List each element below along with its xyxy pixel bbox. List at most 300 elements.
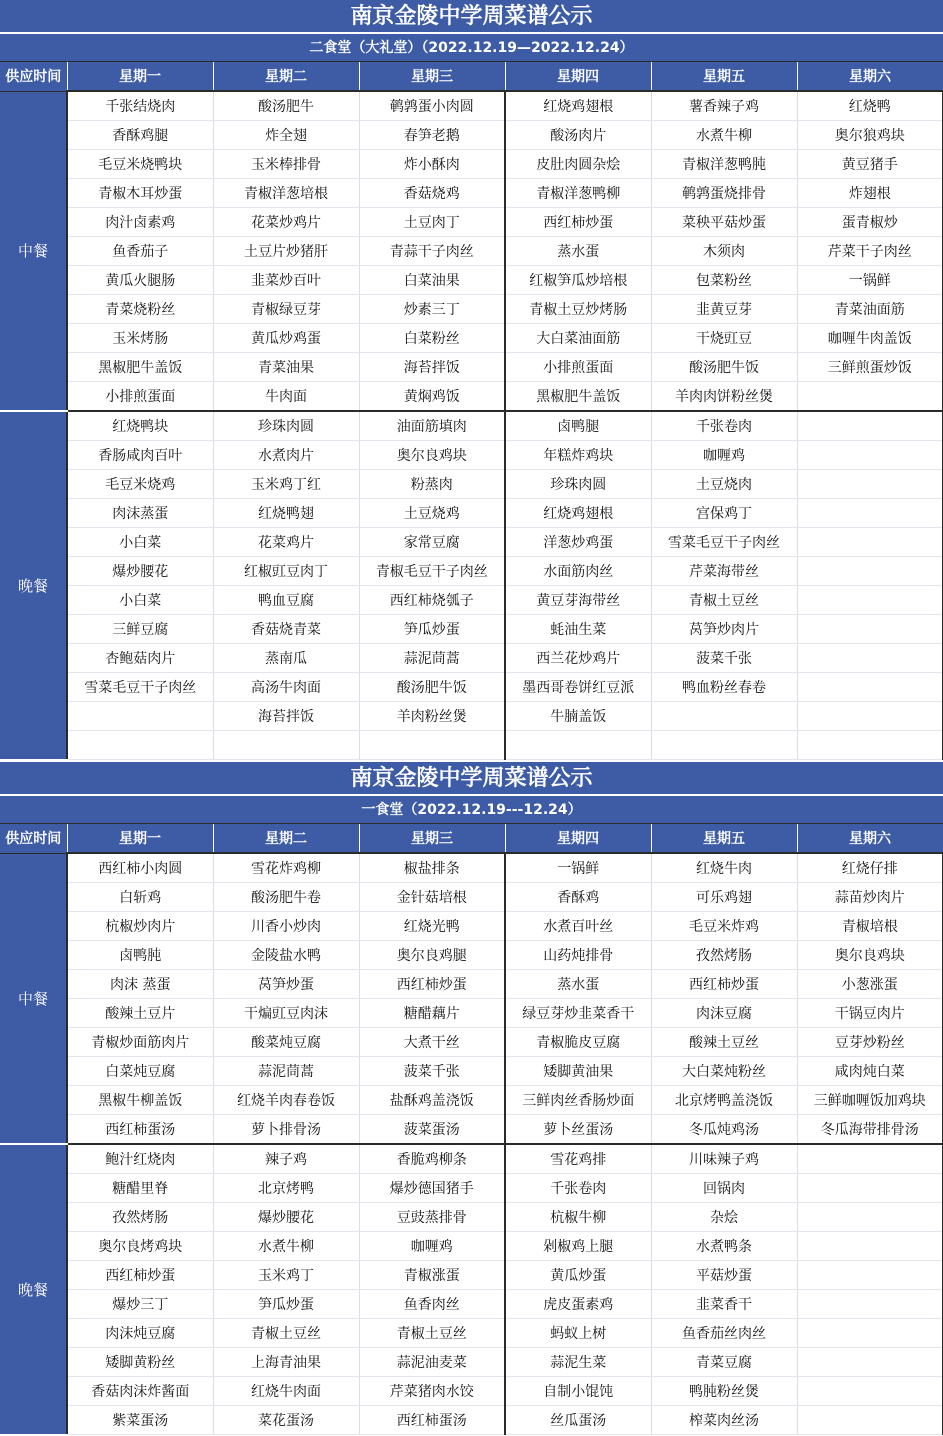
table-row — [0, 1057, 943, 1086]
dish-cell: 冬瓜炖鸡汤 — [651, 1115, 797, 1145]
dish-cell: 雪花炸鸡柳 — [213, 853, 359, 883]
dish-cell: 红烧羊肉春卷饭 — [213, 1086, 359, 1115]
dish-cell: 红椒笋瓜炒培根 — [505, 266, 651, 295]
dish-cell: 莴笋炒肉片 — [651, 615, 797, 644]
dish-cell: 红烧光鸭 — [359, 912, 505, 941]
dish-cell: 毛豆米炸鸡 — [651, 912, 797, 941]
dish-cell: 黑椒肥牛盖饭 — [67, 353, 213, 382]
dish-cell: 红烧鸭块 — [67, 411, 213, 441]
dish-cell: 皮肚肉圆杂烩 — [505, 150, 651, 179]
dish-cell: 毛豆米烧鸡 — [67, 470, 213, 499]
dish-cell: 红烧鸭翅 — [213, 499, 359, 528]
dish-cell — [797, 441, 943, 470]
dish-cell: 土豆烧鸡 — [359, 499, 505, 528]
day-header: 星期六 — [797, 824, 943, 853]
dish-cell: 蒸南瓜 — [213, 644, 359, 673]
menu-title: 南京金陵中学周菜谱公示 — [0, 0, 943, 34]
table-row — [0, 295, 943, 324]
dish-cell: 平菇炒蛋 — [651, 1261, 797, 1290]
dish-cell — [67, 702, 213, 731]
dish-cell: 爆炒腰花 — [67, 557, 213, 586]
dish-cell: 西红柿蛋汤 — [359, 1406, 505, 1435]
dish-cell: 西红柿炒蛋 — [651, 970, 797, 999]
dish-cell: 可乐鸡翅 — [651, 883, 797, 912]
dish-cell: 高汤牛肉面 — [213, 673, 359, 702]
table-row — [0, 1086, 943, 1115]
dish-cell: 川香小炒肉 — [213, 912, 359, 941]
dish-cell: 酸汤肥牛卷 — [213, 883, 359, 912]
dish-cell: 牛肉面 — [213, 382, 359, 412]
dish-cell: 奥尔良鸡块 — [797, 941, 943, 970]
dish-cell: 家常豆腐 — [359, 528, 505, 557]
dish-cell: 酸菜炖豆腐 — [213, 1028, 359, 1057]
dish-cell — [797, 586, 943, 615]
dish-cell: 春笋老鹅 — [359, 121, 505, 150]
dish-cell: 卤鸭腿 — [505, 411, 651, 441]
table-row — [0, 941, 943, 970]
dish-cell: 洋葱炒鸡蛋 — [505, 528, 651, 557]
dish-cell — [797, 1144, 943, 1174]
dish-cell: 小葱涨蛋 — [797, 970, 943, 999]
dish-cell: 卤鸭肫 — [67, 941, 213, 970]
dish-cell: 椒盐排条 — [359, 853, 505, 883]
dish-cell — [797, 644, 943, 673]
dish-cell: 红烧鸭 — [797, 91, 943, 121]
dish-cell: 香酥鸡 — [505, 883, 651, 912]
table-row — [0, 702, 943, 731]
table-row — [0, 1144, 943, 1174]
dish-cell: 毛豆米烧鸭块 — [67, 150, 213, 179]
dish-cell: 西红柿蛋汤 — [67, 1115, 213, 1145]
dish-cell — [651, 702, 797, 731]
dish-cell: 雪菜毛豆干子肉丝 — [651, 528, 797, 557]
table-row — [0, 1290, 943, 1319]
dish-cell: 菜秧平菇炒蛋 — [651, 208, 797, 237]
table-row — [0, 353, 943, 382]
dish-cell: 肉沫蒸蛋 — [67, 499, 213, 528]
dish-cell — [797, 411, 943, 441]
dish-cell: 海苔拌饭 — [359, 353, 505, 382]
table-row — [0, 970, 943, 999]
table-row — [0, 179, 943, 208]
dish-cell: 剁椒鸡上腿 — [505, 1232, 651, 1261]
dish-cell: 小白菜 — [67, 586, 213, 615]
dish-cell: 鸭肫粉丝煲 — [651, 1377, 797, 1406]
dish-cell: 杭椒炒肉片 — [67, 912, 213, 941]
dish-cell: 黄瓜炒鸡蛋 — [213, 324, 359, 353]
table-row — [0, 1174, 943, 1203]
dish-cell: 韭菜香干 — [651, 1290, 797, 1319]
dish-cell: 土豆肉丁 — [359, 208, 505, 237]
table-row — [0, 237, 943, 266]
dish-cell: 西红柿炒蛋 — [67, 1261, 213, 1290]
dish-cell: 黑椒牛柳盖饭 — [67, 1086, 213, 1115]
dish-cell: 西红柿烧瓠子 — [359, 586, 505, 615]
dish-cell: 鱼香肉丝 — [359, 1290, 505, 1319]
dish-cell: 青椒土豆丝 — [359, 1319, 505, 1348]
dish-cell: 黑椒肥牛盖饭 — [505, 382, 651, 412]
dish-cell: 红烧鸡翅根 — [505, 91, 651, 121]
dish-cell: 油面筋填肉 — [359, 411, 505, 441]
dish-cell: 青椒脆皮豆腐 — [505, 1028, 651, 1057]
table-row — [0, 1348, 943, 1377]
dish-cell: 咸肉炖白菜 — [797, 1057, 943, 1086]
dish-cell — [797, 1290, 943, 1319]
table-row — [0, 470, 943, 499]
dish-cell: 干锅豆肉片 — [797, 999, 943, 1028]
table-row — [0, 208, 943, 237]
dish-cell: 蒜苗炒肉片 — [797, 883, 943, 912]
dish-cell — [797, 1348, 943, 1377]
dish-cell: 青椒土豆炒烤肠 — [505, 295, 651, 324]
dish-cell: 蒜泥生菜 — [505, 1348, 651, 1377]
dish-cell: 韭菜炒百叶 — [213, 266, 359, 295]
day-header: 星期一 — [67, 824, 213, 853]
dish-cell: 杏鲍菇肉片 — [67, 644, 213, 673]
dish-cell: 黄瓜炒蛋 — [505, 1261, 651, 1290]
dish-cell — [797, 1406, 943, 1435]
dish-cell: 包菜粉丝 — [651, 266, 797, 295]
dish-cell — [651, 731, 797, 760]
time-header: 供应时间 — [0, 824, 67, 853]
dish-cell: 肉汁卤素鸡 — [67, 208, 213, 237]
dish-cell: 酸汤肉片 — [505, 121, 651, 150]
dish-cell: 玉米棒排骨 — [213, 150, 359, 179]
dish-cell: 花菜鸡片 — [213, 528, 359, 557]
dish-cell: 黄豆猪手 — [797, 150, 943, 179]
dish-cell — [797, 470, 943, 499]
dish-cell: 雪菜毛豆干子肉丝 — [67, 673, 213, 702]
dish-cell: 羊肉粉丝煲 — [359, 702, 505, 731]
day-header: 星期二 — [213, 824, 359, 853]
dish-cell: 水面筋肉丝 — [505, 557, 651, 586]
dish-cell: 蛋青椒炒 — [797, 208, 943, 237]
dish-cell: 芹菜猪肉水饺 — [359, 1377, 505, 1406]
dish-cell: 青椒木耳炒蛋 — [67, 179, 213, 208]
dish-cell: 三鲜煎蛋炒饭 — [797, 353, 943, 382]
dish-cell: 香肠咸肉百叶 — [67, 441, 213, 470]
dish-cell: 鹌鹑蛋小肉圆 — [359, 91, 505, 121]
dish-cell: 盐酥鸡盖浇饭 — [359, 1086, 505, 1115]
dish-cell: 菜花蛋汤 — [213, 1406, 359, 1435]
dish-cell: 青菜油果 — [213, 353, 359, 382]
dish-cell: 韭黄豆芽 — [651, 295, 797, 324]
dish-cell: 水煮鸭条 — [651, 1232, 797, 1261]
table-row — [0, 1028, 943, 1057]
dish-cell: 西兰花炒鸡片 — [505, 644, 651, 673]
dish-cell: 自制小馄饨 — [505, 1377, 651, 1406]
dish-cell — [797, 1203, 943, 1232]
dish-cell: 酸汤肥牛饭 — [359, 673, 505, 702]
table-row — [0, 883, 943, 912]
dish-cell: 黄焖鸡饭 — [359, 382, 505, 412]
dish-cell: 蚝油生菜 — [505, 615, 651, 644]
dish-cell: 笋瓜炒蛋 — [213, 1290, 359, 1319]
table-row — [0, 266, 943, 295]
dish-cell: 青椒土豆丝 — [651, 586, 797, 615]
menu-table — [0, 62, 943, 761]
dish-cell: 木须肉 — [651, 237, 797, 266]
dish-cell — [797, 1261, 943, 1290]
day-header: 星期一 — [67, 62, 213, 91]
dish-cell: 绿豆芽炒韭菜香干 — [505, 999, 651, 1028]
day-header: 星期五 — [651, 824, 797, 853]
dish-cell — [797, 673, 943, 702]
dish-cell: 丝瓜蛋汤 — [505, 1406, 651, 1435]
dish-cell: 奥尔良鸡块 — [359, 441, 505, 470]
dish-cell — [797, 1319, 943, 1348]
dish-cell: 青椒毛豆干子肉丝 — [359, 557, 505, 586]
menu-title: 南京金陵中学周菜谱公示 — [0, 762, 943, 796]
table-row — [0, 150, 943, 179]
menu-sheet-2 — [0, 762, 943, 1436]
day-header: 星期五 — [651, 62, 797, 91]
dish-cell — [797, 1174, 943, 1203]
dish-cell: 糖醋里脊 — [67, 1174, 213, 1203]
dish-cell: 紫菜蛋汤 — [67, 1406, 213, 1435]
dish-cell: 芹菜海带丝 — [651, 557, 797, 586]
dish-cell: 酸汤肥牛饭 — [651, 353, 797, 382]
table-row — [0, 411, 943, 441]
dish-cell: 香酥鸡腿 — [67, 121, 213, 150]
dish-cell: 奥尔良烤鸡块 — [67, 1232, 213, 1261]
dish-cell: 宫保鸡丁 — [651, 499, 797, 528]
dish-cell: 千张卷肉 — [651, 411, 797, 441]
menu-subtitle: 一食堂（2022.12.19---12.24） — [0, 796, 943, 824]
dish-cell: 土豆片炒猪肝 — [213, 237, 359, 266]
dish-cell: 爆炒腰花 — [213, 1203, 359, 1232]
table-row — [0, 121, 943, 150]
dish-cell: 海苔拌饭 — [213, 702, 359, 731]
dish-cell — [797, 557, 943, 586]
dish-cell: 青椒绿豆芽 — [213, 295, 359, 324]
dish-cell: 杂烩 — [651, 1203, 797, 1232]
dish-cell: 炸翅根 — [797, 179, 943, 208]
dish-cell: 红烧牛肉 — [651, 853, 797, 883]
dish-cell: 酸辣土豆丝 — [651, 1028, 797, 1057]
dish-cell: 大煮干丝 — [359, 1028, 505, 1057]
dish-cell: 菠菜千张 — [651, 644, 797, 673]
dish-cell: 孜然烤肠 — [67, 1203, 213, 1232]
dish-cell: 小白菜 — [67, 528, 213, 557]
dish-cell: 蚂蚁上树 — [505, 1319, 651, 1348]
dish-cell: 西红柿小肉圆 — [67, 853, 213, 883]
table-row — [0, 731, 943, 760]
dish-cell: 黄瓜火腿肠 — [67, 266, 213, 295]
table-row — [0, 1115, 943, 1145]
day-header: 星期六 — [797, 62, 943, 91]
dish-cell: 珍珠肉圆 — [505, 470, 651, 499]
dish-cell: 爆炒德国猪手 — [359, 1174, 505, 1203]
time-header: 供应时间 — [0, 62, 67, 91]
dish-cell: 青椒洋葱鸭肫 — [651, 150, 797, 179]
dish-cell: 孜然烤肠 — [651, 941, 797, 970]
dish-cell: 菠菜蛋汤 — [359, 1115, 505, 1145]
dish-cell: 三鲜豆腐 — [67, 615, 213, 644]
dish-cell: 鸭血粉丝春卷 — [651, 673, 797, 702]
table-row — [0, 615, 943, 644]
dish-cell: 爆炒三丁 — [67, 1290, 213, 1319]
dish-cell — [797, 1232, 943, 1261]
dish-cell: 大白菜炖粉丝 — [651, 1057, 797, 1086]
dish-cell — [213, 731, 359, 760]
dish-cell — [67, 731, 213, 760]
dish-cell: 炸全翅 — [213, 121, 359, 150]
menu-subtitle: 二食堂（大礼堂）（2022.12.19—2022.12.24） — [0, 34, 943, 62]
dish-cell: 莴笋炒蛋 — [213, 970, 359, 999]
day-header: 星期二 — [213, 62, 359, 91]
dish-cell: 年糕炸鸡块 — [505, 441, 651, 470]
header-row — [0, 62, 943, 91]
dish-cell: 鱼香茄子 — [67, 237, 213, 266]
dish-cell: 青菜烧粉丝 — [67, 295, 213, 324]
table-row — [0, 91, 943, 121]
dish-cell: 肉沫炖豆腐 — [67, 1319, 213, 1348]
table-row — [0, 586, 943, 615]
table-row — [0, 1261, 943, 1290]
dish-cell: 豆芽炒粉丝 — [797, 1028, 943, 1057]
dish-cell: 水煮百叶丝 — [505, 912, 651, 941]
dish-cell: 蒜泥油麦菜 — [359, 1348, 505, 1377]
dish-cell: 酸汤肥牛 — [213, 91, 359, 121]
dish-cell: 千张卷肉 — [505, 1174, 651, 1203]
dish-cell: 红烧仔排 — [797, 853, 943, 883]
header-row — [0, 824, 943, 853]
dish-cell: 西红柿炒蛋 — [359, 970, 505, 999]
meal-label: 晚餐 — [0, 1144, 67, 1435]
dish-cell: 肉沫豆腐 — [651, 999, 797, 1028]
dish-cell: 一锅鲜 — [505, 853, 651, 883]
dish-cell: 香菇肉沫炸酱面 — [67, 1377, 213, 1406]
dish-cell: 青菜豆腐 — [651, 1348, 797, 1377]
dish-cell: 虎皮蛋素鸡 — [505, 1290, 651, 1319]
table-row — [0, 1406, 943, 1435]
dish-cell: 三鲜咖喱饭加鸡块 — [797, 1086, 943, 1115]
dish-cell: 菠菜千张 — [359, 1057, 505, 1086]
table-row — [0, 853, 943, 883]
dish-cell: 水煮牛柳 — [213, 1232, 359, 1261]
dish-cell — [359, 731, 505, 760]
dish-cell: 金针菇培根 — [359, 883, 505, 912]
dish-cell: 玉米烤肠 — [67, 324, 213, 353]
dish-cell: 玉米鸡丁 — [213, 1261, 359, 1290]
meal-label: 晚餐 — [0, 411, 67, 760]
dish-cell: 墨西哥卷饼红豆派 — [505, 673, 651, 702]
dish-cell: 薯香辣子鸡 — [651, 91, 797, 121]
dish-cell: 冬瓜海带排骨汤 — [797, 1115, 943, 1145]
table-row — [0, 382, 943, 412]
day-header: 星期三 — [359, 824, 505, 853]
dish-cell: 川味辣子鸡 — [651, 1144, 797, 1174]
dish-cell: 青蒜干子肉丝 — [359, 237, 505, 266]
dish-cell: 上海青油果 — [213, 1348, 359, 1377]
dish-cell: 水煮牛柳 — [651, 121, 797, 150]
dish-cell: 酸辣土豆片 — [67, 999, 213, 1028]
dish-cell: 蒸水蛋 — [505, 970, 651, 999]
dish-cell: 炸小酥肉 — [359, 150, 505, 179]
dish-cell: 蒜泥茼蒿 — [213, 1057, 359, 1086]
dish-cell: 白斩鸡 — [67, 883, 213, 912]
meal-label: 中餐 — [0, 91, 67, 411]
menu-table — [0, 824, 943, 1436]
dish-cell: 白菜油果 — [359, 266, 505, 295]
dish-cell — [797, 499, 943, 528]
dish-cell: 香菇烧鸡 — [359, 179, 505, 208]
dish-cell: 青椒炒面筋肉片 — [67, 1028, 213, 1057]
dish-cell: 小排煎蛋面 — [505, 353, 651, 382]
dish-cell: 青椒涨蛋 — [359, 1261, 505, 1290]
dish-cell: 炒素三丁 — [359, 295, 505, 324]
dish-cell — [797, 702, 943, 731]
dish-cell: 土豆烧肉 — [651, 470, 797, 499]
table-row — [0, 912, 943, 941]
dish-cell: 大白菜油面筋 — [505, 324, 651, 353]
table-row — [0, 499, 943, 528]
dish-cell: 榨菜肉丝汤 — [651, 1406, 797, 1435]
dish-cell: 红烧牛肉面 — [213, 1377, 359, 1406]
dish-cell — [505, 731, 651, 760]
dish-cell: 干煸豇豆肉沫 — [213, 999, 359, 1028]
dish-cell: 一锅鲜 — [797, 266, 943, 295]
dish-cell: 珍珠肉圆 — [213, 411, 359, 441]
dish-cell: 三鲜肉丝香肠炒面 — [505, 1086, 651, 1115]
dish-cell: 奥尔良鸡腿 — [359, 941, 505, 970]
table-row — [0, 644, 943, 673]
table-row — [0, 441, 943, 470]
dish-cell: 青菜油面筋 — [797, 295, 943, 324]
dish-cell: 干烧豇豆 — [651, 324, 797, 353]
dish-cell — [797, 382, 943, 412]
table-row — [0, 673, 943, 702]
dish-cell: 鲍汁红烧肉 — [67, 1144, 213, 1174]
dish-cell — [797, 615, 943, 644]
dish-cell: 芹菜干子肉丝 — [797, 237, 943, 266]
dish-cell: 奥尔狼鸡块 — [797, 121, 943, 150]
dish-cell: 青椒土豆丝 — [213, 1319, 359, 1348]
dish-cell: 豆豉蒸排骨 — [359, 1203, 505, 1232]
dish-cell: 蒜泥茼蒿 — [359, 644, 505, 673]
dish-cell: 北京烤鸭盖浇饭 — [651, 1086, 797, 1115]
dish-cell: 白菜粉丝 — [359, 324, 505, 353]
dish-cell: 咖喱鸡 — [359, 1232, 505, 1261]
dish-cell: 粉蒸肉 — [359, 470, 505, 499]
dish-cell: 白菜炖豆腐 — [67, 1057, 213, 1086]
dish-cell: 鸭血豆腐 — [213, 586, 359, 615]
dish-cell: 红烧鸡翅根 — [505, 499, 651, 528]
dish-cell: 香菇烧青菜 — [213, 615, 359, 644]
dish-cell: 青椒洋葱培根 — [213, 179, 359, 208]
dish-cell: 回锅肉 — [651, 1174, 797, 1203]
table-row — [0, 557, 943, 586]
dish-cell: 金陵盐水鸭 — [213, 941, 359, 970]
dish-cell: 雪花鸡排 — [505, 1144, 651, 1174]
dish-cell: 青椒洋葱鸭柳 — [505, 179, 651, 208]
meal-label: 中餐 — [0, 853, 67, 1144]
day-header: 星期四 — [505, 62, 651, 91]
dish-cell: 笋瓜炒蛋 — [359, 615, 505, 644]
dish-cell: 糖醋藕片 — [359, 999, 505, 1028]
dish-cell: 黄豆芽海带丝 — [505, 586, 651, 615]
table-row — [0, 324, 943, 353]
day-header: 星期三 — [359, 62, 505, 91]
dish-cell: 肉沫 蒸蛋 — [67, 970, 213, 999]
dish-cell: 咖喱鸡 — [651, 441, 797, 470]
dish-cell: 萝卜排骨汤 — [213, 1115, 359, 1145]
dish-cell: 水煮肉片 — [213, 441, 359, 470]
dish-cell: 北京烤鸭 — [213, 1174, 359, 1203]
dish-cell: 辣子鸡 — [213, 1144, 359, 1174]
dish-cell: 咖喱牛肉盖饭 — [797, 324, 943, 353]
